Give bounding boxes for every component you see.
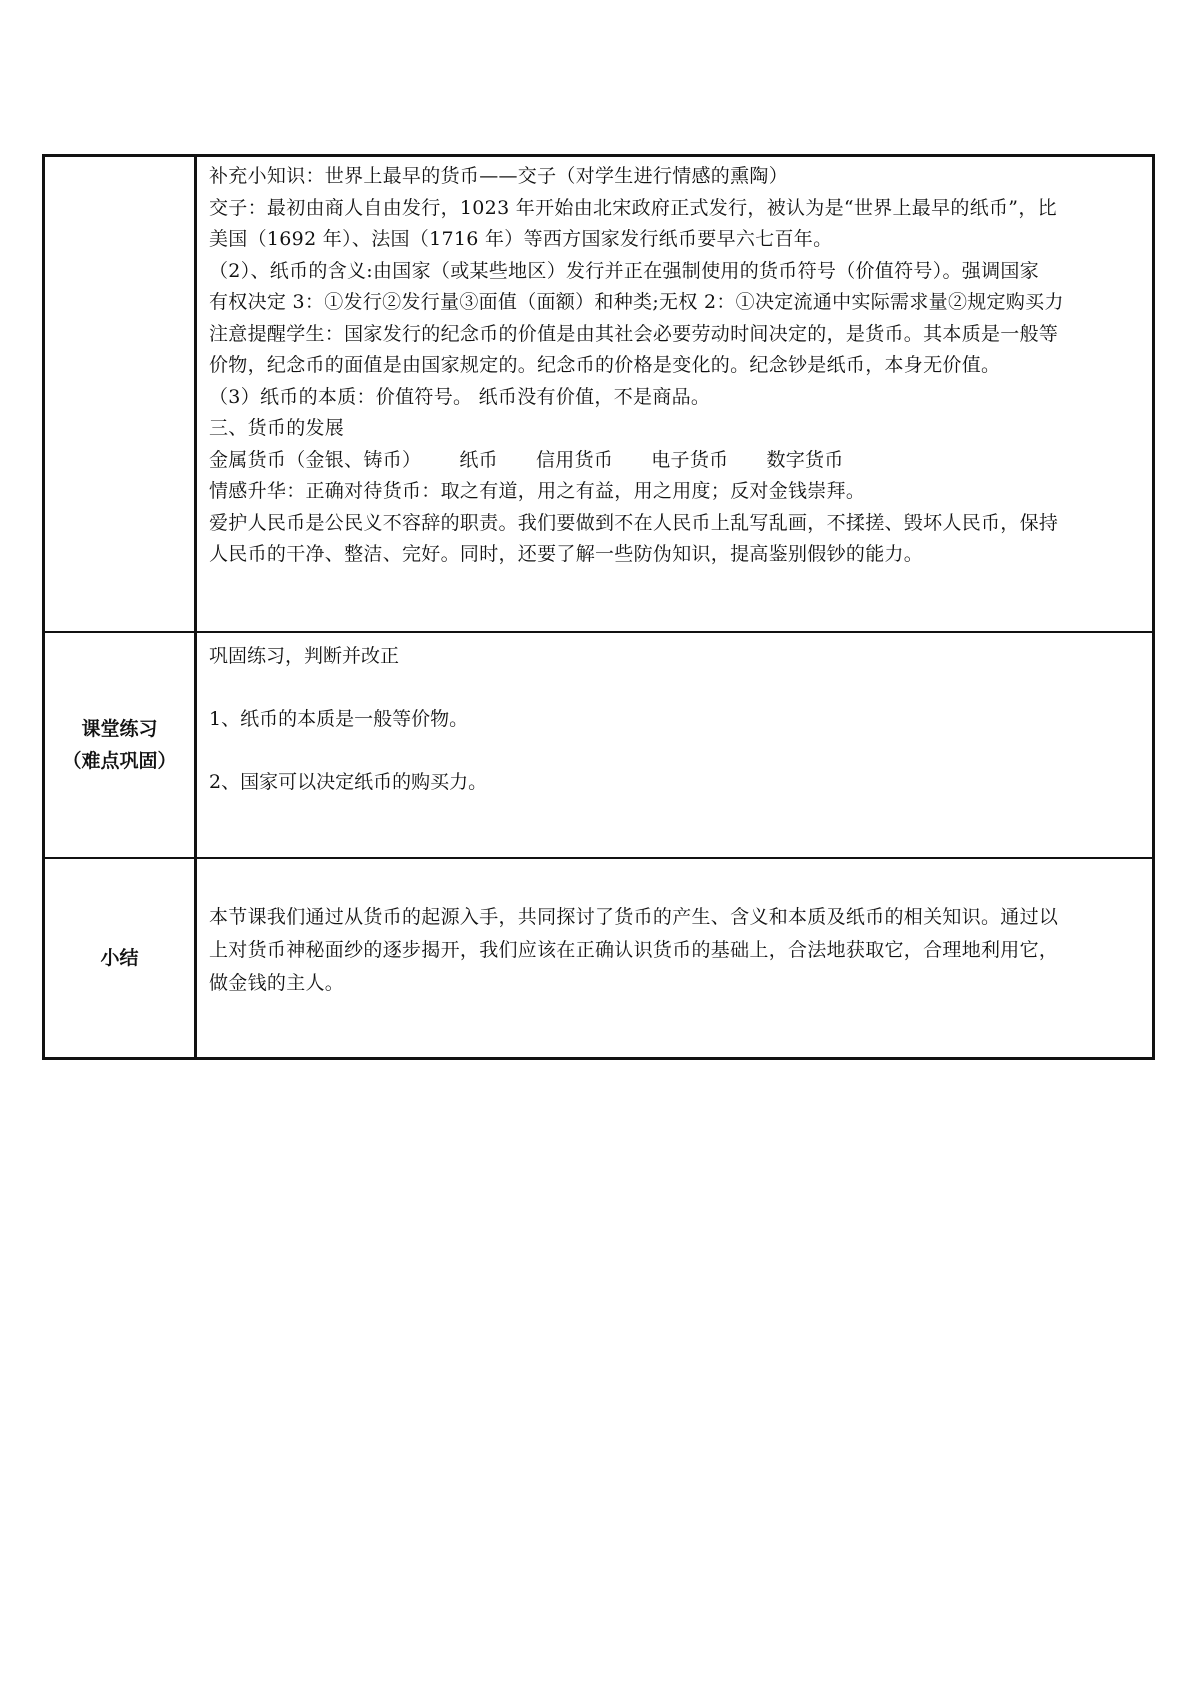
- practice-content-cell: [196, 632, 1154, 858]
- text-line: 上对货币神秘面纱的逐步揭开，我们应该在正确认识货币的基础上，合法地获取它，合理地利用它，: [209, 939, 1059, 961]
- practice-label: 课堂练习: [81, 718, 158, 740]
- practice-text: [197, 633, 1152, 799]
- text-line: （2）、纸币的含义:由国家（或某些地区）发行并正在强制使用的货币符号（价值符号）。强调国家: [209, 259, 1039, 282]
- text-line: 本节课我们通过从货币的起源入手，共同探讨了货币的产生、含义和本质及纸币的相关知识。通过以: [209, 906, 1059, 928]
- summary-content-cell: [196, 858, 1154, 1059]
- knowledge-text: [197, 157, 1152, 571]
- text-line: 爱护人民币是公民义不容辞的职责。我们要做到不在人民币上乱写乱画，不揉搓、毁坏人民币，保持: [209, 511, 1059, 534]
- table-row-summary: [44, 858, 1154, 1059]
- row-label-summary: 小结: [44, 858, 196, 1059]
- text-line: 金属货币（金银、铸币） 纸币 信用货币 电子货币 数字货币: [209, 448, 844, 471]
- text-line: 有权决定 3：①发行②发行量③面值（面额）和种类;无权 2：①决定流通中实际需求量②规定购买力: [209, 291, 1064, 313]
- text-line: 做金钱的主人。: [209, 972, 345, 994]
- text-line: 情感升华：正确对待货币：取之有道，用之有益，用之用度；反对金钱崇拜。: [209, 480, 866, 502]
- lesson-page: [42, 154, 1155, 1060]
- knowledge-content-cell: [196, 156, 1154, 633]
- text-line: 交子：最初由商人自由发行，1023 年开始由北宋政府正式发行，被认为是“世界上最早的纸币”，比: [209, 196, 1057, 219]
- practice-item-2: 2、国家可以决定纸币的购买力。: [209, 771, 488, 793]
- table-row-practice: [44, 632, 1154, 858]
- lesson-plan-table: [42, 154, 1155, 1060]
- row-label-empty: [44, 156, 196, 633]
- text-line: 注意提醒学生：国家发行的纪念币的价值是由其社会必要劳动时间决定的，是货币。其本质是一般等: [209, 322, 1059, 345]
- text-line: 价物，纪念币的面值是由国家规定的。纪念币的价格是变化的。纪念钞是纸币，本身无价值。: [209, 354, 1001, 376]
- summary-text: [197, 859, 1152, 1000]
- practice-heading: 巩固练习，判断并改正: [209, 645, 400, 667]
- text-line: 美国（1692 年）、法国（1716 年）等西方国家发行纸币要早六七百年。: [209, 228, 833, 250]
- row-label-practice: [44, 632, 196, 858]
- text-line: （3）纸币的本质：价值符号。 纸币没有价值，不是商品。: [209, 385, 711, 408]
- practice-item-1: 1、纸币的本质是一般等价物。: [209, 708, 469, 730]
- table-row-knowledge: [44, 156, 1154, 633]
- practice-sublabel: （难点巩固）: [62, 750, 177, 772]
- text-line: 三、货币的发展: [209, 417, 345, 439]
- text-line: 补充小知识：世界上最早的货币——交子（对学生进行情感的熏陶）: [209, 165, 789, 187]
- text-line: 人民币的干净、整洁、完好。同时，还要了解一些防伪知识，提高鉴别假钞的能力。: [209, 543, 924, 565]
